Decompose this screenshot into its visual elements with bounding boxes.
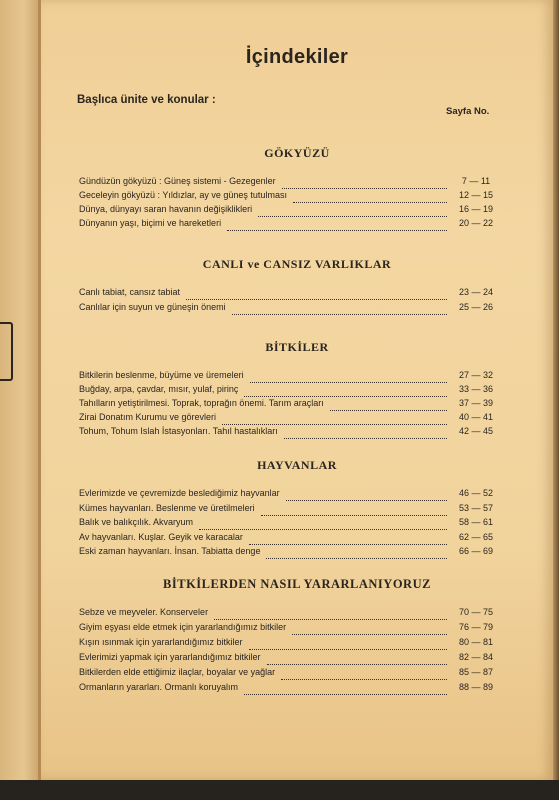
- toc-entry-pages: 62 — 65: [458, 532, 494, 542]
- toc-entry: [79, 176, 499, 189]
- toc-entry: [79, 384, 499, 397]
- toc-leader: [284, 426, 447, 439]
- toc-entry: [79, 398, 499, 411]
- toc-leader: [292, 622, 447, 635]
- toc-leader: [293, 190, 447, 203]
- toc-entry: [79, 302, 499, 315]
- toc-entry-text: Dünya, dünyayı saran havanın değişiklikleri: [79, 204, 253, 214]
- toc-entry-text: Tohum, Tohum Islah İstasyonları. Tahıl hastalıkları: [79, 426, 278, 436]
- toc-entry-pages: 82 — 84: [458, 652, 494, 662]
- toc-entry-text: Tahılların yetiştirilmesi. Toprak, toprağın önemi. Tarım araçları: [79, 398, 324, 408]
- toc-entry-text: Canlı tabiat, cansız tabiat: [79, 287, 181, 297]
- section-title-bitkilerden-yararlanma: BİTKİLERDEN NASIL YARARLANIYORUZ: [163, 577, 431, 591]
- toc-entry-pages: 46 — 52: [458, 488, 494, 498]
- toc-entry-pages: 33 — 36: [458, 384, 494, 394]
- toc-entry-text: Giyim eşyası elde etmek için yararlandığımız bitkiler: [79, 622, 287, 632]
- toc-leader: [227, 218, 447, 231]
- toc-entry: [79, 218, 499, 231]
- toc-entry-pages: 66 — 69: [458, 546, 494, 556]
- toc-entry-text: Bitkilerden elde ettiğimiz ilaçlar, boyalar ve yağlar: [79, 667, 276, 677]
- toc-entry-pages: 12 — 15: [458, 190, 494, 200]
- toc-leader: [258, 204, 447, 217]
- toc-entry-text: Evlerimizi yapmak için yararlandığımız bitkiler: [79, 652, 261, 662]
- toc-leader: [244, 682, 447, 695]
- page-number-column-label: Sayfa No.: [446, 106, 490, 117]
- book-spine: [0, 0, 40, 782]
- page-tab-mark: [0, 322, 13, 381]
- section-title-canli-cansiz: CANLI ve CANSIZ VARLIKLAR: [202, 257, 392, 271]
- toc-entry: [79, 517, 499, 530]
- toc-entry: [79, 488, 499, 501]
- toc-entry: [79, 412, 499, 425]
- toc-entry: [79, 652, 499, 665]
- toc-entry-text: Av hayvanları. Kuşlar. Geyik ve karacalar: [79, 532, 243, 542]
- toc-entry-text: Ormanların yararları. Ormanlı koruyalım: [79, 682, 239, 692]
- toc-subhead: Başlıca ünite ve konular :: [77, 94, 216, 106]
- toc-entry-pages: 27 — 32: [458, 370, 494, 380]
- toc-entry-text: Zirai Donatım Kurumu ve görevleri: [79, 412, 217, 422]
- toc-entry-text: Balık ve balıkçılık. Akvaryum: [79, 517, 194, 527]
- toc-entry-pages: 20 — 22: [458, 218, 494, 228]
- toc-entry: [79, 503, 499, 516]
- toc-entry-pages: 25 — 26: [458, 302, 494, 312]
- toc-entry: [79, 190, 499, 203]
- toc-entry-pages: 40 — 41: [458, 412, 494, 422]
- toc-entry-text: Kümes hayvanları. Beslenme ve üretilmeleri: [79, 503, 255, 513]
- toc-entry-text: Buğday, arpa, çavdar, mısır, yulaf, pirinç: [79, 384, 239, 394]
- toc-entry: [79, 637, 499, 650]
- toc-leader: [282, 176, 447, 189]
- toc-entry-pages: 53 — 57: [458, 503, 494, 513]
- toc-leader: [261, 503, 447, 516]
- toc-entry: [79, 607, 499, 620]
- toc-leader: [249, 637, 447, 650]
- toc-entry-pages: 58 — 61: [458, 517, 494, 527]
- toc-entry: [79, 682, 499, 695]
- toc-entry: [79, 204, 499, 217]
- toc-entry-pages: 88 — 89: [458, 682, 494, 692]
- toc-entry-pages: 80 — 81: [458, 637, 494, 647]
- toc-entry-text: Canlılar için suyun ve güneşin önemi: [79, 302, 226, 312]
- toc-entry-pages: 37 — 39: [458, 398, 494, 408]
- toc-entry: [79, 622, 499, 635]
- toc-entry-text: Sebze ve meyveler. Konserveler: [79, 607, 209, 617]
- toc-entry-text: Kışın ısınmak için yararlandığımız bitkiler: [79, 637, 243, 647]
- toc-leader: [186, 287, 447, 300]
- section-title-hayvanlar: HAYVANLAR: [257, 458, 337, 472]
- toc-entry-pages: 85 — 87: [458, 667, 494, 677]
- toc-leader: [199, 517, 447, 530]
- section-title-gokyuzu: GÖKYÜZÜ: [264, 146, 330, 160]
- toc-leader: [249, 532, 447, 545]
- toc-leader: [244, 384, 447, 397]
- toc-leader: [266, 546, 447, 559]
- toc-entry-text: Dünyanın yaşı, biçimi ve hareketleri: [79, 218, 222, 228]
- toc-entry: [79, 667, 499, 680]
- background-strip: [0, 780, 559, 800]
- toc-entry: [79, 546, 499, 559]
- page-right-edge: [553, 0, 559, 780]
- toc-entry-pages: 7 — 11: [461, 176, 491, 186]
- toc-entry: [79, 532, 499, 545]
- toc-leader: [281, 667, 447, 680]
- toc-leader: [267, 652, 447, 665]
- toc-leader: [232, 302, 447, 315]
- toc-entry-text: Bitkilerin beslenme, büyüme ve üremeleri: [79, 370, 244, 380]
- toc-entry-pages: 16 — 19: [458, 204, 494, 214]
- toc-entry: [79, 370, 499, 383]
- toc-entry-pages: 76 — 79: [458, 622, 494, 632]
- section-title-bitkiler: BİTKİLER: [265, 340, 329, 354]
- toc-entry-pages: 70 — 75: [458, 607, 494, 617]
- toc-leader: [330, 398, 447, 411]
- toc-entry-pages: 42 — 45: [458, 426, 494, 436]
- page-title: İçindekiler: [245, 46, 349, 68]
- toc-entry: [79, 287, 499, 300]
- toc-entry-text: Gündüzün gökyüzü : Güneş sistemi - Gezegenler: [79, 176, 276, 186]
- toc-entry-text: Eski zaman hayvanları. İnsan. Tabiatta denge: [79, 546, 261, 556]
- toc-entry-text: Evlerimizde ve çevremizde beslediğimiz hayvanlar: [79, 488, 280, 498]
- toc-entry-text: Geceleyin gökyüzü : Yıldızlar, ay ve güneş tutulması: [79, 190, 287, 200]
- toc-leader: [222, 412, 447, 425]
- toc-entry-pages: 23 — 24: [458, 287, 494, 297]
- toc-leader: [286, 488, 447, 501]
- toc-leader: [250, 370, 447, 383]
- toc-leader: [214, 607, 447, 620]
- toc-entry: [79, 426, 499, 439]
